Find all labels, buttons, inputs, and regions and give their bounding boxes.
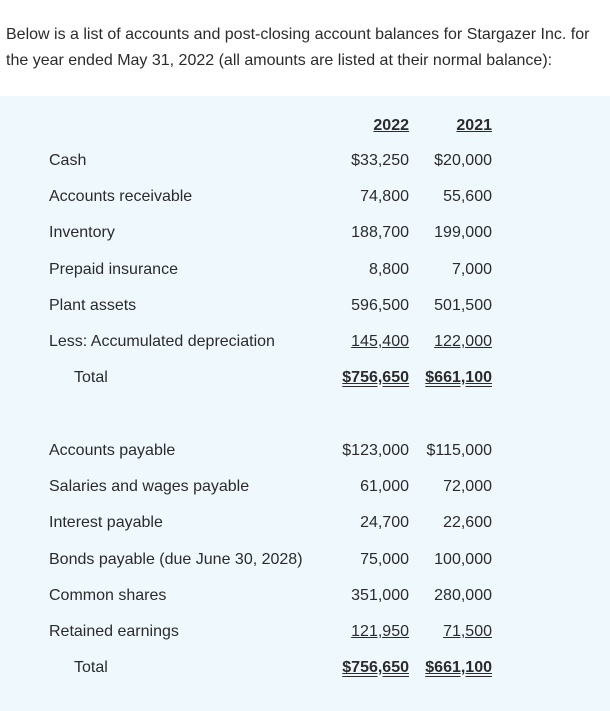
value-2021: 501,500 — [434, 297, 492, 314]
value-2022: 145,400 — [351, 333, 409, 350]
table-row-cash — [0, 149, 610, 173]
value-2021: 72,000 — [443, 478, 492, 495]
value-2021: $661,100 — [425, 659, 492, 676]
value-2022: $756,650 — [342, 659, 409, 676]
value-2022: $123,000 — [342, 442, 409, 459]
row-label: Plant assets — [49, 297, 137, 314]
column-header-2021: 2021 — [456, 117, 492, 134]
table-row-interest-payable — [0, 511, 610, 535]
value-2021: $20,000 — [434, 152, 492, 169]
row-label: Interest payable — [49, 514, 163, 531]
value-2021: 7,000 — [451, 261, 492, 278]
value-2021: 22,600 — [443, 514, 492, 531]
intro-paragraph: Below is a list of accounts and post-closing account balances for Stargazer Inc. for the year ended May 31, 2022 (all amounts are listed at their normal balance): — [6, 22, 604, 74]
row-label: Total — [74, 659, 108, 676]
row-label: Inventory — [49, 224, 115, 241]
value-2021: 100,000 — [434, 551, 492, 568]
table-row-plant-assets — [0, 294, 610, 318]
value-2022: 188,700 — [351, 224, 409, 241]
row-label: Accounts payable — [49, 442, 176, 459]
table-row-liabilities-total — [0, 656, 610, 680]
row-label: Prepaid insurance — [49, 261, 178, 278]
table-row-accumulated-depreciation — [0, 330, 610, 354]
table-row-bonds-payable — [0, 548, 610, 572]
value-2022: 74,800 — [360, 188, 409, 205]
value-2021: 280,000 — [434, 587, 492, 604]
value-2022: $33,250 — [351, 152, 409, 169]
value-2021: $661,100 — [425, 369, 492, 386]
column-header-2022: 2022 — [373, 117, 409, 134]
value-2022: 8,800 — [368, 261, 409, 278]
value-2022: 61,000 — [360, 478, 409, 495]
row-label: Retained earnings — [49, 623, 179, 640]
value-2022: 351,000 — [351, 587, 409, 604]
row-label: Bonds payable (due June 30, 2028) — [49, 551, 303, 568]
table-header-row — [0, 114, 610, 138]
value-2021: 122,000 — [434, 333, 492, 350]
value-2022: 596,500 — [351, 297, 409, 314]
balances-table — [0, 96, 610, 711]
table-row-accounts-payable — [0, 439, 610, 463]
table-row-inventory — [0, 221, 610, 245]
value-2022: $756,650 — [342, 369, 409, 386]
value-2022: 75,000 — [360, 551, 409, 568]
value-2021: 199,000 — [434, 224, 492, 241]
table-row-retained-earnings — [0, 620, 610, 644]
value-2021: $115,000 — [426, 442, 492, 459]
table-row-prepaid-insurance — [0, 258, 610, 282]
table-row-assets-total — [0, 366, 610, 390]
table-row-common-shares — [0, 584, 610, 608]
row-label: Accounts receivable — [49, 188, 193, 205]
row-label: Total — [74, 369, 108, 386]
value-2021: 71,500 — [443, 623, 492, 640]
value-2021: 55,600 — [443, 188, 492, 205]
row-label: Cash — [49, 152, 87, 169]
row-label: Less: Accumulated depreciation — [49, 333, 275, 350]
value-2022: 24,700 — [360, 514, 409, 531]
table-row-salaries-payable — [0, 475, 610, 499]
row-label: Salaries and wages payable — [49, 478, 250, 495]
table-row-accounts-receivable — [0, 185, 610, 209]
row-label: Common shares — [49, 587, 167, 604]
value-2022: 121,950 — [351, 623, 409, 640]
